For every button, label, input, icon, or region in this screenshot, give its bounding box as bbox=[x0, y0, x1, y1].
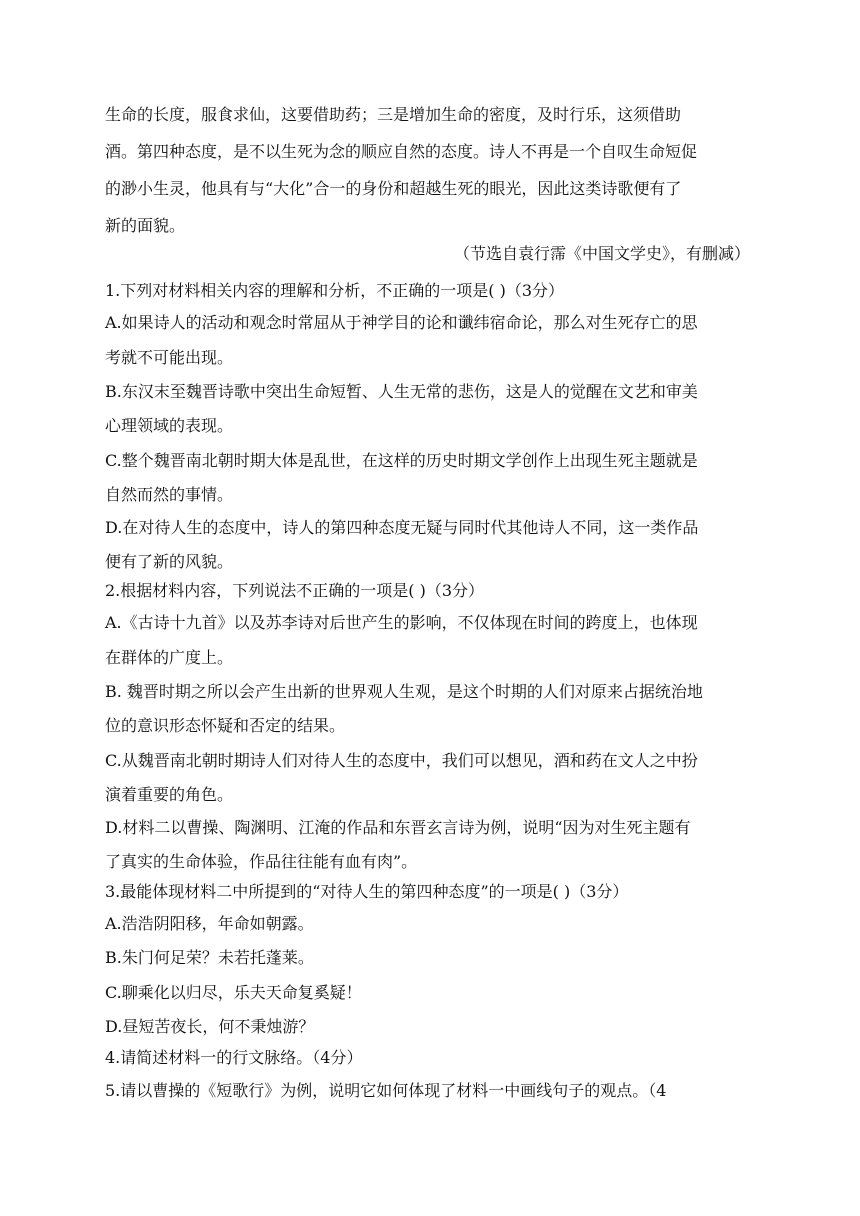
passage-line-2: 酒。第四种态度，是不以生死为念的顺应自然的态度。诗人不再是一个自叹生命短促 bbox=[105, 142, 698, 161]
question-2-option-a-line-1: A.《古诗十九首》以及苏李诗对后世产生的影响，不仅体现在时间的跨度上，也体现 bbox=[105, 613, 698, 632]
question-2-option-c-line-2: 演着重要的角色。 bbox=[105, 785, 234, 804]
question-1-option-b-line-1: B.东汉末至魏晋诗歌中突出生命短暂、人生无常的悲伤，这是人的觉醒在文艺和审美 bbox=[105, 382, 698, 401]
question-2-option-b-line-1: B. 魏晋时期之所以会产生出新的世界观人生观，是这个时期的人们对原来占据统治地 bbox=[105, 682, 703, 701]
question-2-option-c-line-1: C.从魏晋南北朝时期诗人们对待人生的态度中，我们可以想见，酒和药在文人之中扮 bbox=[105, 751, 698, 770]
question-1-option-a-line-2: 考就不可能出现。 bbox=[105, 348, 234, 367]
question-4: 4.请简述材料一的行文脉络。（4分） bbox=[105, 1048, 363, 1067]
question-1-option-c-line-1: C.整个魏晋南北朝时期大体是乱世，在这样的历史时期文学创作上出现生死主题就是 bbox=[105, 451, 698, 470]
passage-line-1: 生命的长度，服食求仙，这要借助药；三是增加生命的密度，及时行乐，这须借助 bbox=[105, 105, 682, 124]
question-1-option-c-line-2: 自然而然的事情。 bbox=[105, 485, 234, 504]
passage-line-3: 的渺小生灵，他具有与“大化”合一的身份和超越生死的眼光，因此这类诗歌便有了 bbox=[105, 179, 682, 198]
passage-line-4: 新的面貌。 bbox=[105, 216, 186, 235]
question-1-option-d-line-2: 便有了新的风貌。 bbox=[105, 552, 234, 571]
question-3-stem: 3.最能体现材料二中所提到的“对待人生的第四种态度”的一项是( )（3分） bbox=[105, 882, 629, 901]
question-3-option-a: A.浩浩阴阳移，年命如朝露。 bbox=[105, 914, 314, 933]
question-1-option-b-line-2: 心理领域的表现。 bbox=[105, 416, 234, 435]
question-2-option-a-line-2: 在群体的广度上。 bbox=[105, 648, 234, 667]
question-2-stem: 2.根据材料内容，下列说法不正确的一项是( )（3分） bbox=[105, 581, 485, 600]
source-citation: （节选自袁行霈《中国文学史》，有删减） bbox=[453, 244, 750, 263]
question-1-option-d-line-1: D.在对待人生的态度中，诗人的第四种态度无疑与同时代其他诗人不同，这一类作品 bbox=[105, 518, 699, 537]
question-3-option-c: C.聊乘化以归尽，乐夫天命复奚疑！ bbox=[105, 983, 362, 1002]
question-1-stem: 1.下列对材料相关内容的理解和分析，不正确的一项是( )（3分） bbox=[105, 281, 565, 300]
question-2-option-d-line-1: D.材料二以曹操、陶渊明、江淹的作品和东晋玄言诗为例，说明“因为对生死主题有 bbox=[105, 818, 691, 837]
question-5: 5.请以曹操的《短歌行》为例，说明它如何体现了材料一中画线句子的观点。（4 bbox=[105, 1081, 667, 1100]
question-1-option-a-line-1: A.如果诗人的活动和观念时常屈从于神学目的论和谶纬宿命论，那么对生死存亡的思 bbox=[105, 313, 698, 332]
question-2-option-b-line-2: 位的意识形态怀疑和否定的结果。 bbox=[105, 716, 346, 735]
question-2-option-d-line-2: 了真实的生命体验，作品往往能有血有肉”。 bbox=[105, 852, 418, 871]
question-3-option-d: D.昼短苦夜长，何不秉烛游？ bbox=[105, 1017, 315, 1036]
question-3-option-b: B.朱门何足荣？未若托蓬莱。 bbox=[105, 948, 314, 967]
